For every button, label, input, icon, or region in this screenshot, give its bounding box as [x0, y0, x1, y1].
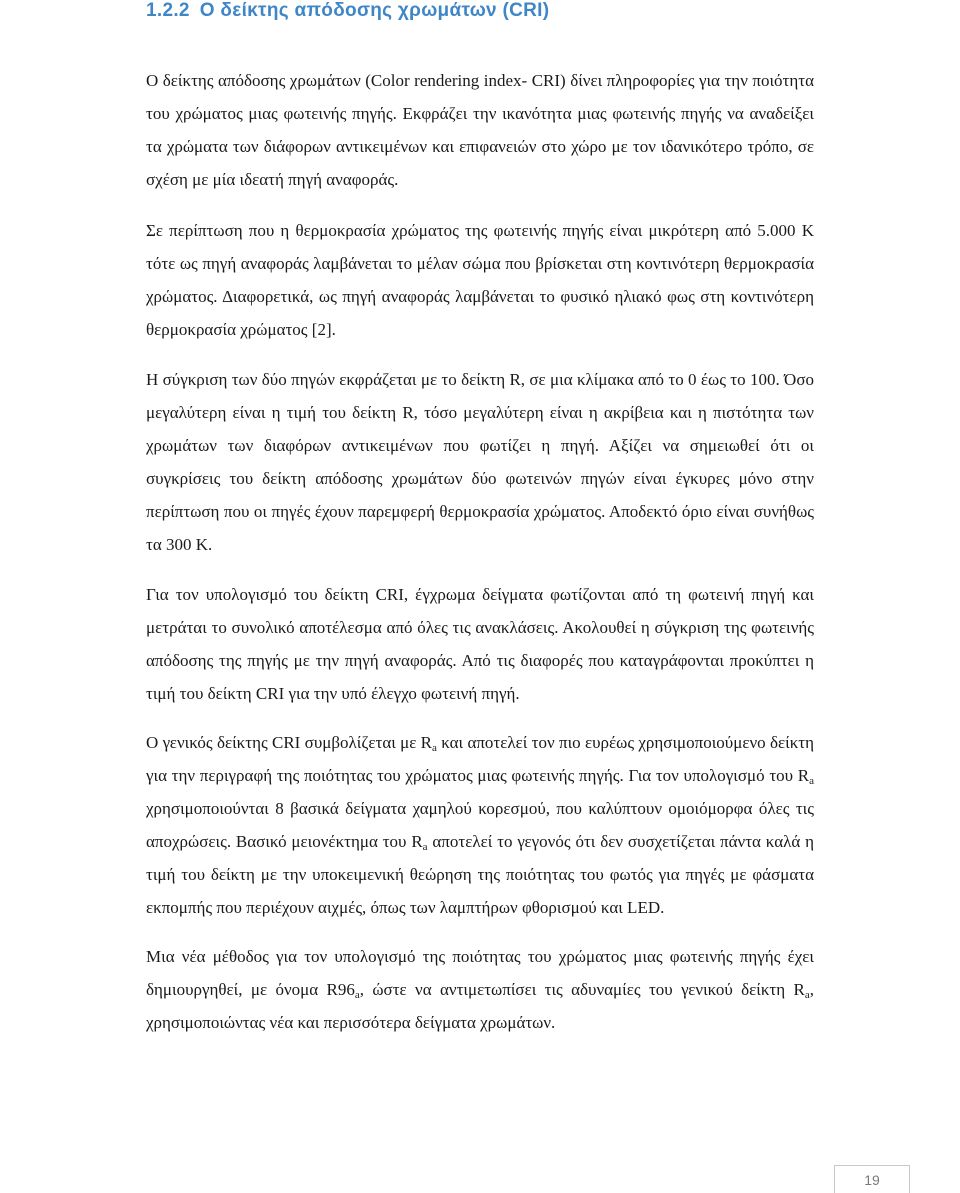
paragraph-text: , ώστε να αντιμετωπίσει τις αδυναμίες του γενικού δείκτη R	[359, 980, 805, 999]
subscript: a	[432, 742, 437, 754]
subscript: a	[354, 989, 360, 1001]
page-number-box	[834, 1165, 910, 1193]
paragraph-reference-source: Σε περίπτωση που η θερμοκρασία χρώματος της φωτεινής πηγής είναι μικρότερη από 5.000 K τότε ως πηγή αναφοράς λαμβάνεται το μέλαν σώμα που βρίσκεται στη κοντινότερη θερμοκρασία χρώματος. Διαφορετικά, ως πηγή αναφοράς λαμβάνεται το φυσικό ηλιακό φως στη κοντινότερη θερμοκρασία χρώματος [2].	[146, 221, 814, 339]
section-heading	[146, 0, 549, 22]
subscript: a	[804, 989, 810, 1001]
paragraph-cri-definition: Ο δείκτης απόδοσης χρωμάτων (Color rendering index- CRI) δίνει πληροφορίες για την ποιότητα του χρώματος μιας φωτεινής πηγής. Εκφράζει την ικανότητα μιας φωτεινής πηγής να αναδείξει τα χρώματα των διάφορων αντικειμένων και επιφανειών στο χώρο με τον ιδανικότερο τρόπο, σε σχέση με μία ιδεατή πηγή αναφοράς.	[146, 71, 814, 189]
paragraph-text: αποτελεί το γεγονός ότι δεν συσχετίζεται πάντα καλά η τιμή του δείκτη με την υποκειμενική θεώρηση της ποιότητας του φωτός για πηγές με φάσματα εκπομπής που περιέχουν αιχμές, όπως των λαμπτήρων φθορισμού και LED.	[146, 832, 814, 917]
paragraph-text: χρησιμοποιούνται 8 βασικά δείγματα χαμηλού κορεσμού, που καλύπτουν ομοιόμορφα όλες τις αποχρώσεις. Βασικό μειονέκτημα του R	[146, 799, 814, 851]
paragraph-text: και αποτελεί τον πιο ευρέως χρησιμοποιούμενο δείκτη για την περιγραφή της ποιότητας του χρώματος μιας φωτεινής πηγής. Για τον υπολογισμό του R	[146, 733, 814, 785]
section-number: 1.2.2	[146, 0, 190, 21]
page-number: 19	[864, 1172, 880, 1188]
paragraph-r96a-method	[146, 940, 814, 1039]
subscript: a	[809, 775, 814, 787]
section-title: Ο δείκτης απόδοσης χρωμάτων (CRI)	[199, 0, 550, 21]
subscript: a	[422, 841, 428, 853]
paragraph-text: , χρησιμοποιώντας νέα και περισσότερα δείγματα χρωμάτων.	[146, 980, 814, 1032]
paragraph-text: Μια νέα μέθοδος για τον υπολογισμό της ποιότητας του χρώματος μιας φωτεινής πηγής έχει δημιουργηθεί, με όνομα R96	[146, 947, 814, 999]
paragraph-r-index: Η σύγκριση των δύο πηγών εκφράζεται με το δείκτη R, σε μια κλίμακα από το 0 έως το 100. Όσο μεγαλύτερη είναι η τιμή του δείκτη R, τόσο μεγαλύτερη είναι η ακρίβεια και η πιστότητα των χρωμάτων των διαφόρων αντικειμένων που φωτίζει η πηγή. Αξίζει να σημειωθεί ότι οι συγκρίσεις του δείκτη απόδοσης χρωμάτων δύο φωτεινών πηγών είναι έγκυρες μόνο στην περίπτωση που οι πηγές έχουν παρεμφερή θερμοκρασία χρώματος. Αποδεκτό όριο είναι συνήθως τα 300 K.	[146, 370, 814, 554]
paragraph-cri-calculation: Για τον υπολογισμό του δείκτη CRI, έγχρωμα δείγματα φωτίζονται από τη φωτεινή πηγή και μετράται το συνολικό αποτέλεσμα από όλες τις ανακλάσεις. Ακολουθεί η σύγκριση της φωτεινής απόδοσης της πηγής με την πηγή αναφοράς. Από τις διαφορές που καταγράφονται προκύπτει η τιμή του δείκτη CRI για την υπό έλεγχο φωτεινή πηγή.	[146, 585, 814, 703]
body-text	[146, 64, 814, 1039]
paragraph-general-index-ra	[146, 726, 814, 924]
paragraph-text: Ο γενικός δείκτης CRI συμβολίζεται με R	[146, 733, 433, 752]
